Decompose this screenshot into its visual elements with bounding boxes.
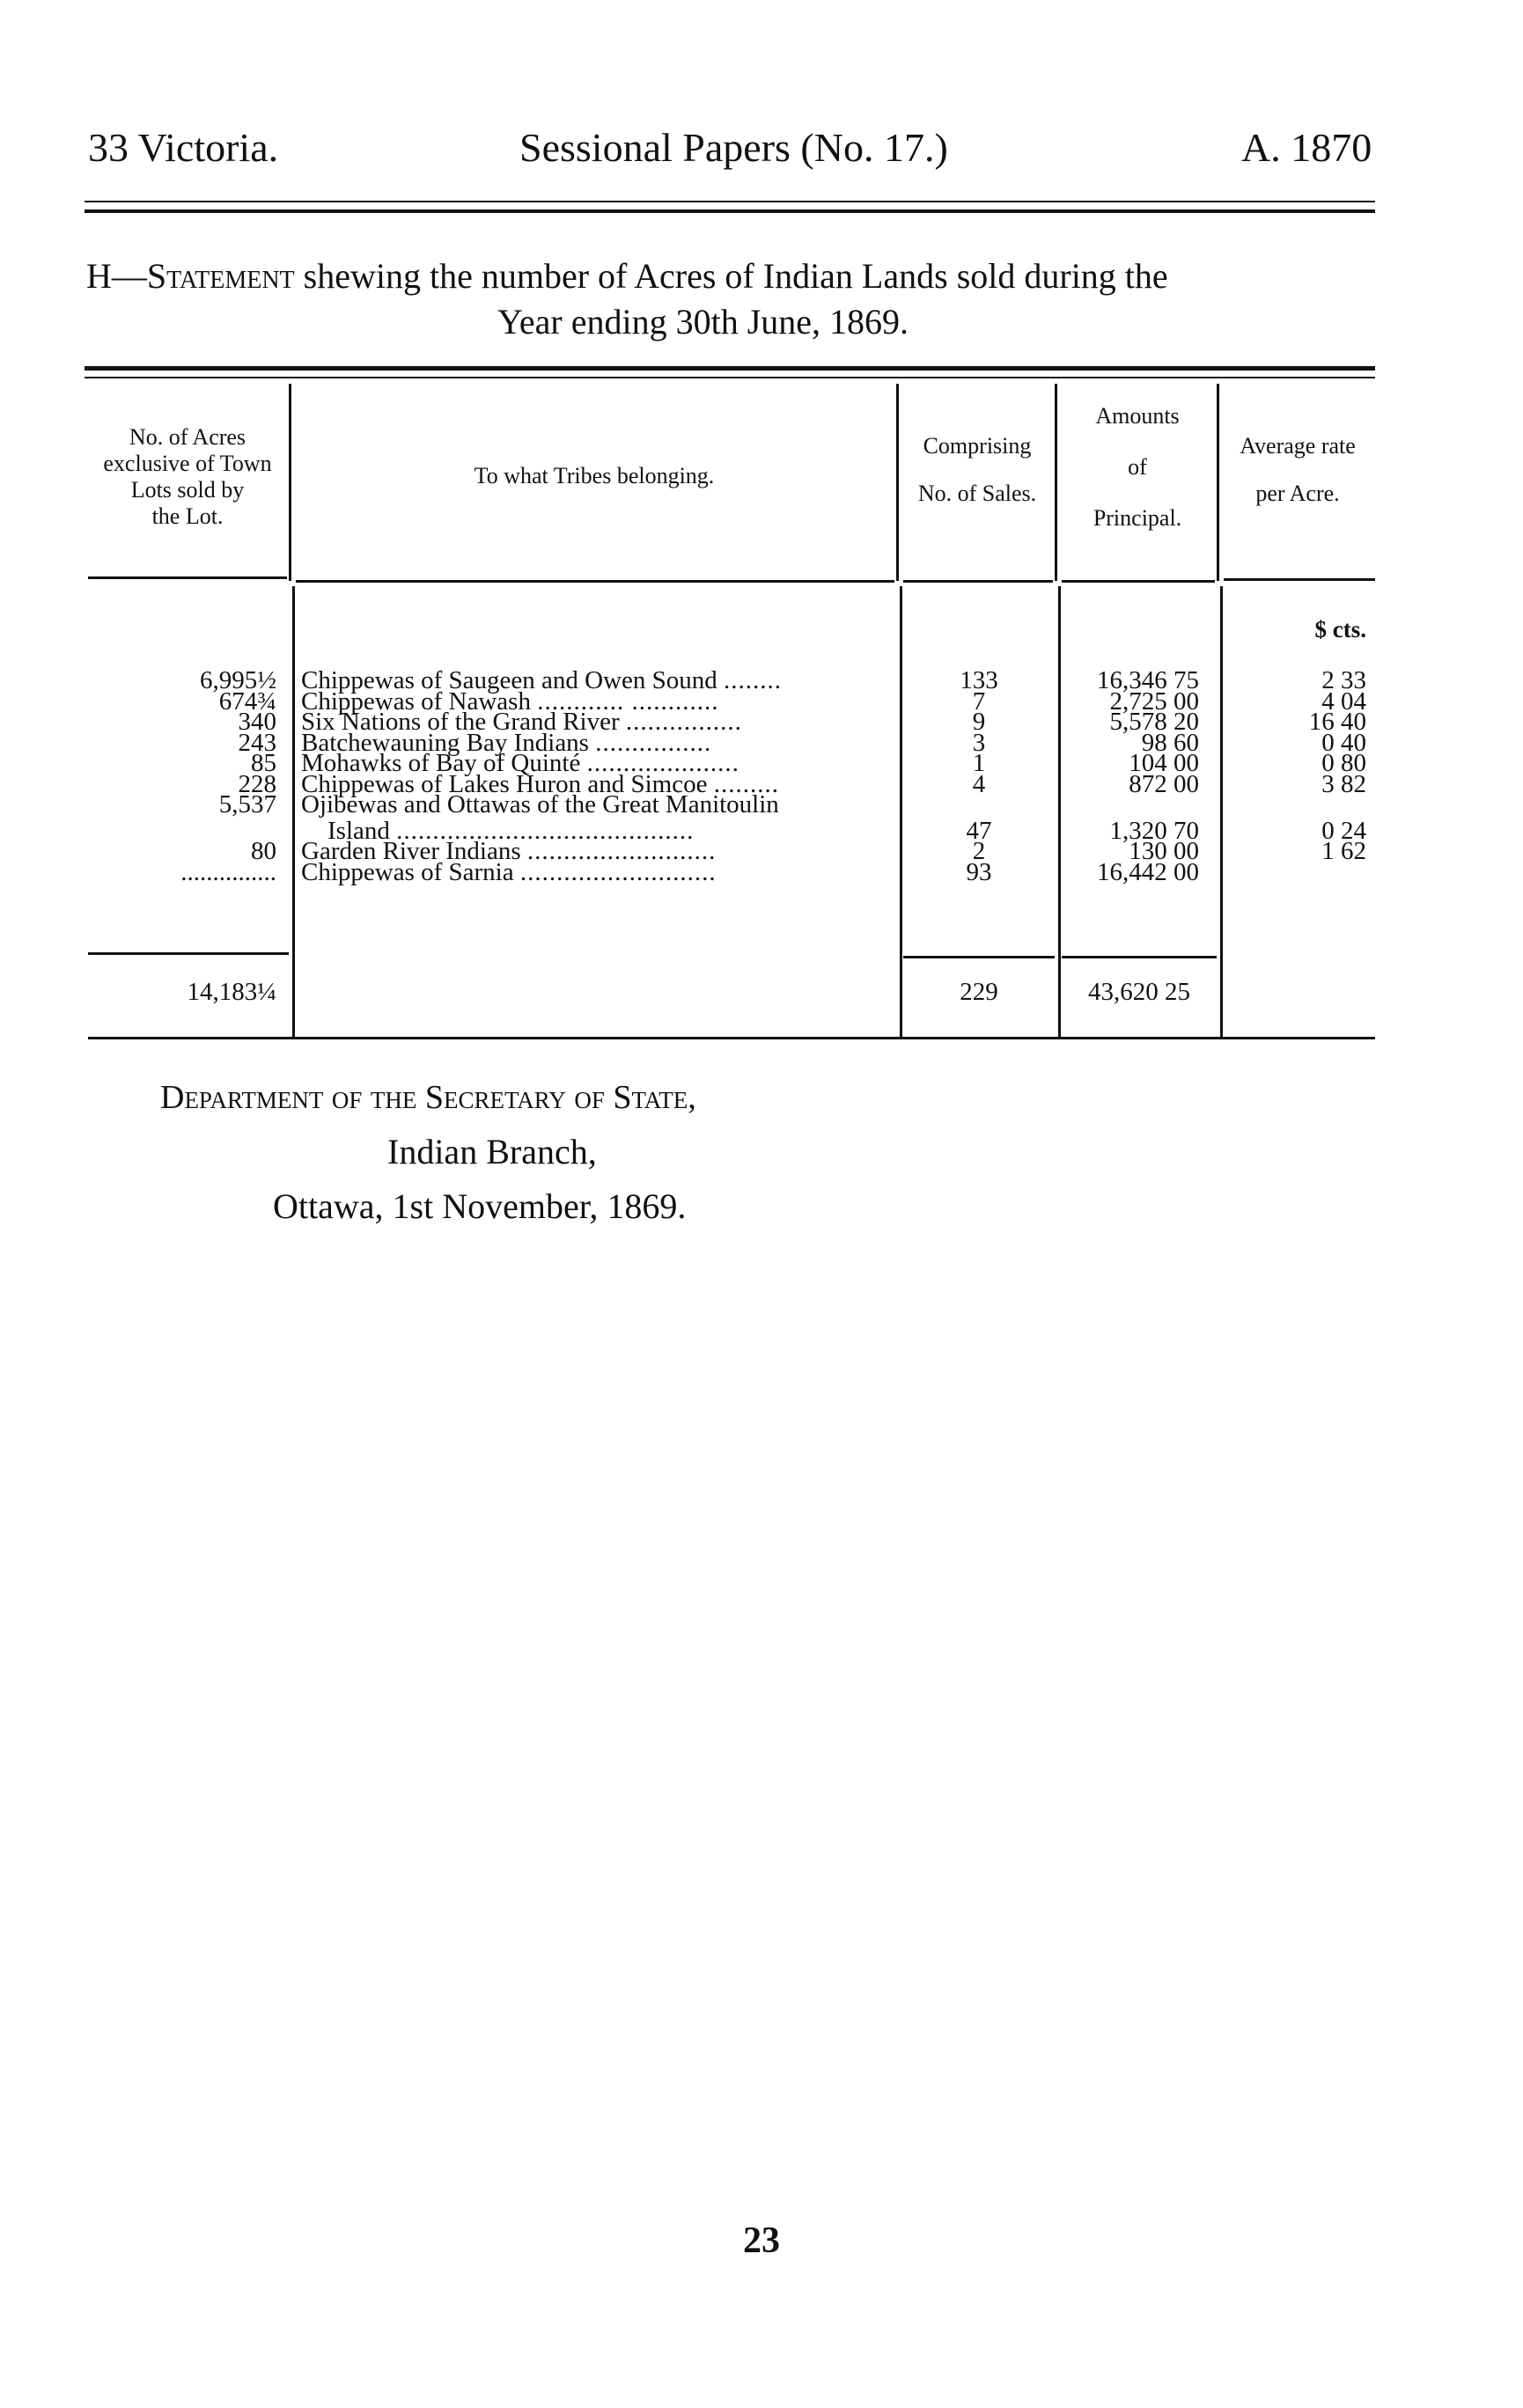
row-rate: 0 40 bbox=[1321, 728, 1366, 757]
row-tribe-name: Mohawks of Bay of Quinté bbox=[301, 750, 581, 776]
col-header-sales: Comprising No. of Sales. bbox=[917, 433, 1037, 506]
row-sales: 7 bbox=[972, 686, 986, 716]
row-leader-dots: ........................... bbox=[519, 858, 717, 885]
row-rate: 0 80 bbox=[1321, 749, 1366, 777]
row-sales: 4 bbox=[972, 769, 986, 798]
row-rate: 3 82 bbox=[1321, 769, 1366, 798]
row-tribe bbox=[301, 859, 891, 885]
row-principal: 872 00 bbox=[1129, 769, 1199, 798]
statement-title-line1 bbox=[86, 253, 1168, 299]
row-tribe-name: Six Nations of the Grand River bbox=[301, 708, 620, 735]
row-principal: 1,320 70 bbox=[1109, 816, 1199, 845]
totals-rule-sales bbox=[903, 956, 1055, 958]
row-sales: 133 bbox=[960, 666, 998, 694]
row-tribe bbox=[301, 791, 891, 818]
header-bottom-rule-1 bbox=[88, 576, 287, 579]
row-rate: 0 24 bbox=[1321, 816, 1366, 845]
branch-line: Indian Branch, bbox=[387, 1132, 597, 1171]
row-leader-dots: ........ bbox=[724, 667, 783, 694]
row-tribe-name: Chippewas of Saugeen and Owen Sound bbox=[301, 667, 717, 694]
header-bottom-rule-4 bbox=[1062, 580, 1215, 583]
row-sales: 3 bbox=[972, 728, 986, 757]
row-acres: 6,995½ bbox=[200, 666, 276, 694]
row-acres: 5,537 bbox=[218, 790, 276, 819]
body-divider-4 bbox=[1220, 586, 1223, 1039]
total-acres: 14,183¼ bbox=[187, 978, 276, 1006]
col-divider-3 bbox=[1055, 384, 1057, 581]
row-sales: 93 bbox=[966, 857, 992, 886]
row-tribe-name: Chippewas of Lakes Huron and Simcoe bbox=[301, 770, 708, 797]
row-principal: 104 00 bbox=[1129, 749, 1199, 777]
rate-unit-label: $ cts. bbox=[1314, 616, 1366, 642]
header-rule-thick bbox=[85, 209, 1375, 213]
row-principal: 2,725 00 bbox=[1109, 686, 1199, 716]
col-header-rate: Average rate per Acre. bbox=[1240, 433, 1356, 506]
header-bottom-rule-5 bbox=[1224, 578, 1375, 581]
row-leader-dots: ................ bbox=[625, 708, 742, 735]
col-divider-2 bbox=[896, 384, 899, 581]
row-principal: 130 00 bbox=[1129, 837, 1199, 865]
table-top-rule-thin bbox=[85, 377, 1375, 378]
body-divider-2 bbox=[900, 586, 902, 1039]
row-principal: 16,442 00 bbox=[1097, 857, 1199, 886]
row-acres: 340 bbox=[238, 708, 276, 736]
place-date-line: Ottawa, 1st November, 1869. bbox=[273, 1186, 687, 1226]
row-acres: ............... bbox=[180, 857, 276, 886]
col-header-tribe: To what Tribes belonging. bbox=[474, 463, 715, 488]
row-rate: 4 04 bbox=[1321, 686, 1366, 716]
statement-lead: Statement bbox=[146, 256, 295, 296]
statement-title-line2: Year ending 30th June, 1869. bbox=[497, 302, 909, 341]
row-acres: 228 bbox=[238, 769, 276, 798]
row-leader-dots: .......................... bbox=[526, 838, 717, 864]
table-top-rule-thick bbox=[85, 366, 1375, 371]
total-sales: 229 bbox=[960, 978, 998, 1006]
running-head-center: Sessional Papers (No. 17.) bbox=[519, 125, 948, 170]
row-acres: 85 bbox=[251, 749, 276, 777]
row-rate: 16 40 bbox=[1308, 708, 1366, 736]
statement-title-rest: shewing the number of Acres of Indian Lands sold during the bbox=[303, 256, 1168, 296]
row-principal: 98 60 bbox=[1141, 728, 1199, 757]
row-acres: 243 bbox=[238, 728, 276, 757]
row-principal: 16,346 75 bbox=[1097, 666, 1199, 694]
row-rate: 2 33 bbox=[1321, 666, 1366, 694]
statement-prefix: H— bbox=[86, 256, 147, 296]
total-principal: 43,620 25 bbox=[1088, 978, 1190, 1006]
col-divider-4 bbox=[1217, 384, 1219, 581]
running-head-left: 33 Victoria. bbox=[88, 125, 279, 170]
row-leader-dots: ......................................... bbox=[396, 817, 695, 844]
header-bottom-rule-2 bbox=[296, 580, 894, 583]
page-number: 23 bbox=[743, 2221, 780, 2261]
row-sales: 9 bbox=[972, 708, 986, 736]
table-bottom-rule bbox=[88, 1037, 1375, 1039]
totals-rule-acres bbox=[88, 952, 289, 955]
row-tribe-name: Ojibewas and Ottawas of the Great Manitoulin bbox=[301, 791, 779, 818]
running-head-right: A. 1870 bbox=[1241, 125, 1372, 170]
row-leader-dots: ......... bbox=[713, 770, 779, 797]
row-sales: 2 bbox=[972, 837, 986, 865]
col-header-principal: Amounts of Principal. bbox=[1093, 403, 1182, 531]
body-divider-3 bbox=[1058, 586, 1061, 1039]
row-leader-dots: ..................... bbox=[586, 750, 739, 776]
totals-rule-principal bbox=[1062, 956, 1217, 958]
col-header-acres: No. of Acres exclusive of Town Lots sold by the Lot. bbox=[103, 424, 272, 529]
header-rule-thin bbox=[85, 201, 1375, 202]
row-tribe-name: Chippewas of Nawash bbox=[301, 687, 531, 715]
body-divider-1 bbox=[292, 586, 295, 1039]
row-tribe-name: Garden River Indians bbox=[301, 838, 521, 864]
header-bottom-rule-3 bbox=[903, 580, 1053, 583]
row-sales: 1 bbox=[972, 749, 986, 777]
row-acres: 80 bbox=[251, 837, 276, 865]
row-leader-dots: ............ ............ bbox=[537, 687, 719, 715]
row-tribe-name: Island bbox=[327, 817, 390, 844]
department-line: Department of the Secretary of State, bbox=[160, 1079, 696, 1116]
row-tribe-name: Chippewas of Sarnia bbox=[301, 858, 514, 885]
row-tribe-name: Batchewauning Bay Indians bbox=[301, 729, 589, 756]
row-sales: 47 bbox=[966, 816, 992, 845]
row-principal: 5,578 20 bbox=[1109, 708, 1199, 736]
row-acres: 674¾ bbox=[218, 686, 276, 716]
row-rate: 1 62 bbox=[1321, 837, 1366, 865]
row-leader-dots: ................ bbox=[595, 729, 712, 756]
